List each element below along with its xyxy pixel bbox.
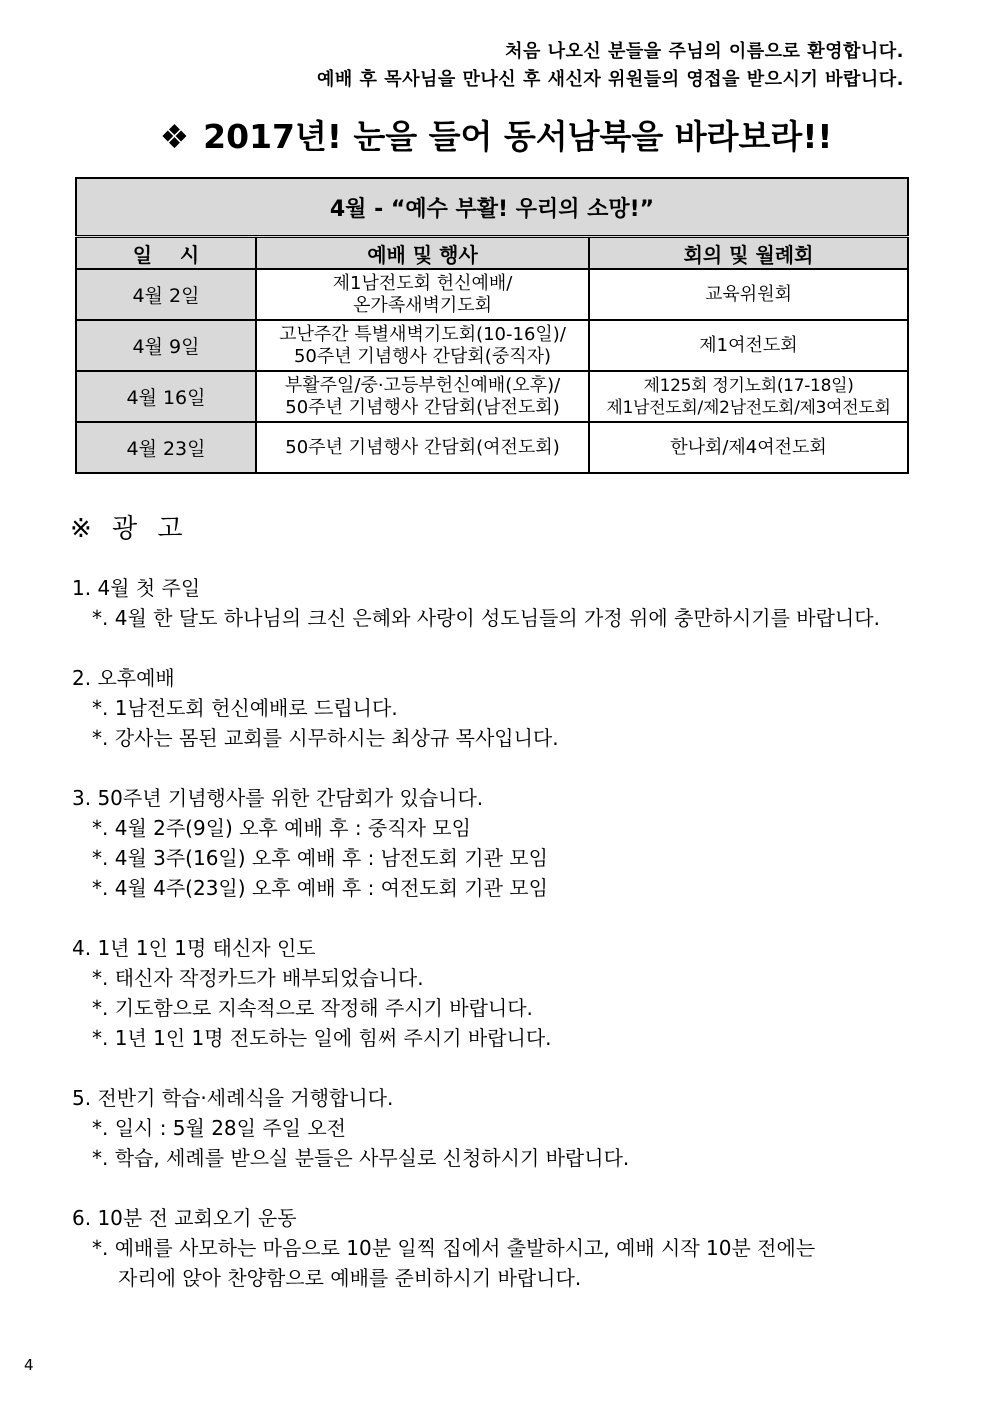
announcement-line: *. 4월 한 달도 하나님의 크신 은혜와 사랑이 성도님들의 가정 위에 충만하시기를 바랍니다. [92,606,880,630]
meeting-line: 교육위원회 [705,283,792,305]
announcement-item [72,663,952,753]
meeting-line: 제1여전도회 [699,334,798,356]
announcements-heading: ※ 광 고 [70,514,189,544]
schedule-header: 4월 - “예수 부활! 우리의 소망!” [76,178,908,237]
welcome-message [317,38,904,94]
announcement-item [72,573,952,633]
announcement-title: 4. 1년 1인 1명 태신자 인도 [72,936,316,960]
announcement-title: 2. 오후예배 [72,666,175,690]
event-line: 50주년 기념행사 간담회(여전도회) [285,436,560,458]
table-row [76,320,908,371]
row-event [256,371,589,422]
row-date: 4월 23일 [76,422,256,473]
announcement-item [72,933,952,1053]
table-row [76,422,908,473]
announcement-line: 자리에 앉아 찬양함으로 예배를 준비하시기 바랍니다. [118,1266,582,1290]
row-meeting [589,269,908,320]
row-event [256,269,589,320]
announcement-line: *. 1년 1인 1명 전도하는 일에 힘써 주시기 바랍니다. [92,1026,552,1050]
announcement-line: *. 4월 2주(9일) 오후 예배 후 : 중직자 모임 [92,816,471,840]
announcement-line: *. 태신자 작정카드가 배부되었습니다. [92,966,424,990]
row-meeting [589,422,908,473]
announcement-title: 6. 10분 전 교회오기 운동 [72,1206,297,1230]
announcement-line: *. 일시 : 5월 28일 주일 오전 [92,1116,346,1140]
diamond-bullet-icon: ❖ [159,117,190,156]
column-header-date: 일 시 [76,237,256,270]
schedule-table [75,177,909,474]
meeting-line: 제125회 정기노회(17-18일) [643,375,854,396]
announcement-item [72,1203,952,1293]
page-number: 4 [24,1356,34,1374]
event-line: 50주년 기념행사 간담회(남전도회) [285,396,560,418]
row-date: 4월 9일 [76,320,256,371]
announcement-item [72,783,952,903]
row-meeting [589,371,908,422]
row-event [256,320,589,371]
announcement-title: 1. 4월 첫 주일 [72,576,201,600]
table-row [76,269,908,320]
column-header-meeting: 회의 및 월례회 [589,237,908,270]
announcement-line: *. 4월 4주(23일) 오후 예배 후 : 여전도회 기관 모임 [92,876,548,900]
event-line: 50주년 기념행사 간담회(중직자) [293,345,552,367]
row-date: 4월 2일 [76,269,256,320]
announcement-line: *. 예배를 사모하는 마음으로 10분 일찍 집에서 출발하시고, 예배 시작 10분 전에는 [92,1236,816,1260]
row-date: 4월 16일 [76,371,256,422]
event-line: 제1남전도회 헌신예배/ [332,272,513,294]
announcement-line: *. 4월 3주(16일) 오후 예배 후 : 남전도회 기관 모임 [92,846,548,870]
announcements-list [72,573,952,1323]
meeting-line: 한나회/제4여전도회 [670,436,827,458]
event-line: 온가족새벽기도회 [352,294,493,316]
table-row [76,371,908,422]
page-title [0,112,992,162]
page-title-text: 2017년! 눈을 들어 동서남북을 바라보라!! [203,117,833,156]
welcome-line-1: 처음 나오신 분들을 주님의 이름으로 환영합니다. [505,41,904,62]
column-header-event: 예배 및 행사 [256,237,589,270]
meeting-line: 제1남전도회/제2남전도회/제3여전도회 [606,397,891,418]
event-line: 부활주일/중·고등부헌신예배(오후)/ [284,374,561,396]
row-meeting [589,320,908,371]
event-line: 고난주간 특별새벽기도회(10-16일)/ [279,323,566,345]
row-event [256,422,589,473]
announcement-line: *. 학습, 세례를 받으실 분들은 사무실로 신청하시기 바랍니다. [92,1146,630,1170]
welcome-line-2: 예배 후 목사님을 만나신 후 새신자 위원들의 영접을 받으시기 바랍니다. [317,69,904,90]
announcement-title: 5. 전반기 학습·세례식을 거행합니다. [72,1086,394,1110]
announcement-line: *. 기도함으로 지속적으로 작정해 주시기 바랍니다. [92,996,533,1020]
announcement-line: *. 강사는 몸된 교회를 시무하시는 최상규 목사입니다. [92,726,559,750]
announcement-line: *. 1남전도회 헌신예배로 드립니다. [92,696,398,720]
announcement-title: 3. 50주년 기념행사를 위한 간담회가 있습니다. [72,786,484,810]
announcement-item [72,1083,952,1173]
